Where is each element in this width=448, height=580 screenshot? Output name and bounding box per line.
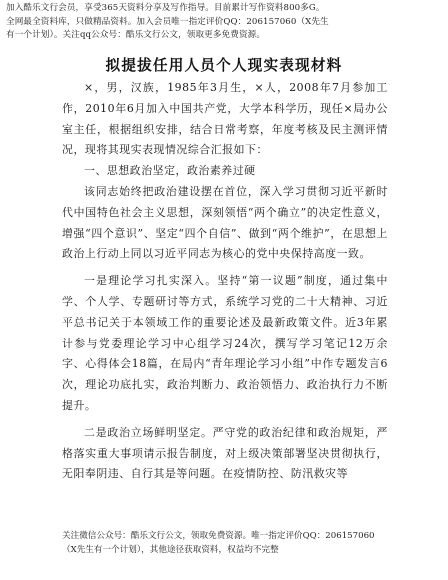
- intro-paragraph: ×，男，汉族，1985年3月生，×人，2008年7月参加工作，2010年6月加入中国共产党，大学本科学历，现任×局办公室主任，根据组织安排，结合日常考察，年度考核及民主测评情况，现将其现实表现情况综合汇报如下：: [62, 81, 388, 157]
- document-body: [62, 78, 388, 485]
- body-paragraph: 该同志始终把政治建设摆在首位，深入学习贯彻习近平新时代中国特色社会主义思想，深刻领悟“两个确立”的决定性意义，增强“四个意识”、坚定“四个自信”、做到“两个维护”，在思想上政治上行动上同以习近平同志为核心的党中央保持高度一致。: [62, 184, 388, 261]
- body-paragraph: 一是理论学习扎实深入。坚持“第一议题”制度，通过集中学、个人学、专题研讨等方式，系统学习党的二十大精神、习近平总书记关于本领域工作的重要论述及最新政策文件。近3年累计参与党委理论学习中心组学习24次，撰写学习笔记12万余字、心得体会18篇，在局内“青年理论学习小组”中作专题发言6次，理论功底扎实，政治判断力、政治领悟力、政治执行力不断提升。: [62, 274, 388, 412]
- footer-promo-note: 关注微信公众号：酷乐文行公文，领取免费资源。唯一指定评价QQ：206157060 （X先生有一个计划），其他途径获取资料，权益均不完整: [62, 531, 375, 555]
- body-paragraph: 二是政治立场鲜明坚定。严守党的政治纪律和政治规矩，严格落实重大事项请示报告制度，对上级决策部署坚决贯彻执行，无阳奉阴违、自行其是等问题。在疫情防控、防汛救灾等: [62, 425, 388, 481]
- document-title: 拟提拔任用人员个人现实表现材料: [105, 57, 343, 74]
- section-heading: 一、思想政治坚定，政治素养过硬: [84, 164, 256, 178]
- header-promo-note: 加入酷乐文行会员，享受365天资料分享及写作指导。目前累计写作资料800多G。 全网最全资料库，只做精品资料。加入会员唯一指定评价QQ：206157060（X先生 有一个计划）。关注qq公众号：酷乐文行公文，领取更多免费资源。: [6, 3, 329, 40]
